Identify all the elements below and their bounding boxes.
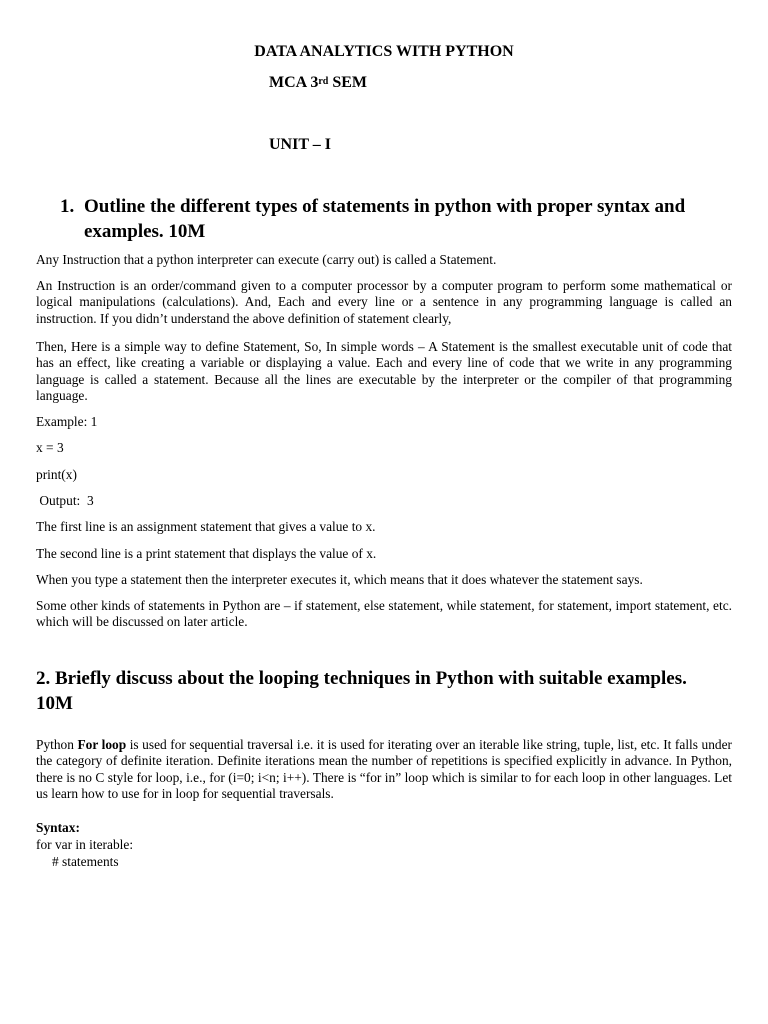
q1-note-4: Some other kinds of statements in Python are – if statement, else statement, while statement, for statement, import statement, etc. which will be discussed on later article. — [36, 598, 732, 630]
q1-paragraph-1: Any Instruction that a python interpreter can execute (carry out) is called a Statement. — [36, 252, 497, 267]
q1-note-1: The first line is an assignment statement that gives a value to x. — [36, 519, 376, 534]
output-line: Output: 3 — [36, 493, 94, 508]
q1-note-3: When you type a statement then the interpreter executes it, which means that it does whatever the statement says. — [36, 572, 643, 587]
course-subtitle: MCA 3rd SEM — [269, 74, 367, 91]
q2-intro-paragraph: Python For loop is used for sequential traversal i.e. it is used for iterating over an iterable like string, tuple, list, etc. It falls under the category of definite iteration. Definite iterations mean the number of repetitions is specified explicitly in advance. In Python, there is no C style for loop, i.e., for (i=0; i<n; i++). There is “for in” loop which is similar to for each loop in other languages. Let us learn how to use for in loop for sequential traversals. — [36, 737, 732, 802]
question-2-line-2: 10M — [36, 693, 73, 714]
question-2-line-1: 2. Briefly discuss about the looping techniques in Python with suitable examples. — [36, 668, 687, 689]
q1-paragraph-3: Then, Here is a simple way to define Statement, So, In simple words – A Statement is the smallest executable unit of code that has an effect, like creating a variable or displaying a value. Each and every line of code that we write in any programming language is called a statement. Because all the lines are executable by the interpreter or the compiler of that programming language. — [36, 339, 732, 404]
example-label: Example: 1 — [36, 414, 98, 429]
code-line-print: print(x) — [36, 467, 77, 482]
syntax-line-2: # statements — [52, 854, 119, 869]
q1-note-2: The second line is a print statement that displays the value of x. — [36, 546, 377, 561]
question-1-number: 1. — [60, 196, 75, 217]
question-1-text: Outline the different types of statements in python with proper syntax and examples. 10M — [84, 196, 686, 242]
question-2-heading — [36, 666, 746, 716]
code-line-assign: x = 3 — [36, 440, 64, 455]
document-title: DATA ANALYTICS WITH PYTHON — [254, 43, 514, 60]
unit-heading: UNIT – I — [269, 136, 331, 153]
for-loop-term: For loop — [77, 737, 127, 752]
q1-paragraph-2: An Instruction is an order/command given to a computer processor by a computer program to perform some mathematical or logical manipulations (calculations). And, Each and every line or a sentence in any programming language is called an instruction. If you didn’t understand the above definition of statement clearly, — [36, 278, 732, 326]
syntax-line-1: for var in iterable: — [36, 837, 134, 852]
syntax-label: Syntax: — [36, 820, 80, 835]
